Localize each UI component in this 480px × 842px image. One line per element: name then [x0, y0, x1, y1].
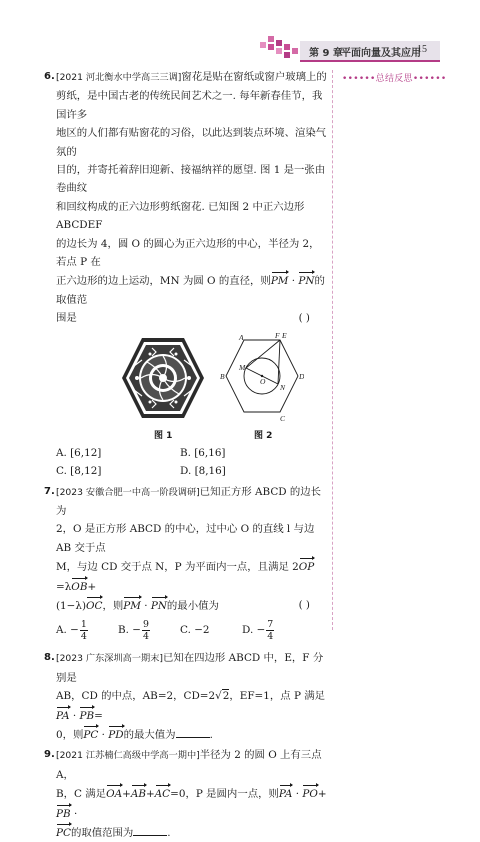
question-6-choices — [44, 444, 328, 481]
question-number: 7. — [44, 485, 55, 497]
page-header — [0, 0, 480, 60]
answer-bracket: ( ) — [298, 312, 310, 325]
label-M: M — [239, 362, 246, 372]
label-D: D — [299, 371, 304, 381]
label-O: O — [260, 376, 266, 386]
label-F: F — [275, 331, 280, 340]
question-source: [2023 广东深圳高一期末] — [56, 653, 163, 665]
answer-blank[interactable] — [133, 824, 167, 836]
question-source: [2021 河北衡水中学高三三调] — [56, 72, 182, 83]
choice-a[interactable]: A. [6,12] — [56, 446, 102, 459]
figures — [56, 332, 328, 444]
header-decoration — [258, 34, 298, 58]
question-6: 6. [2021 河北衡水中学高三三调]窗花是贴在窗纸或窗户玻璃上的 剪纸，是中国古老的传统民间艺术之一. 每年新春佳节，我国许多 地区的人们都有贴窗花的习俗，以此达到装点环境、渲染气氛的 目的，并寄托着辞旧迎新、接福纳祥的愿望. 图 1 是一张由卷曲纹 和回纹构成的正六边形剪纸窗花. 已知图 2 中正六边形 ABCDEF 的边长为 4，圆 O 的圆心为正六边形的中心，半径为 2，若点 P 在 正六边形的边上运动，MN 为圆 O 的直径，则PM · PN的取值范 围是 ( ) 图 1 A F E B D C O M N 图 2 — [44, 68, 328, 444]
question-number: 9. — [44, 749, 55, 761]
question-list — [44, 68, 328, 842]
choice-c[interactable]: C. [8,12] — [56, 465, 102, 478]
label-N: N — [280, 382, 286, 392]
answer-blank[interactable] — [176, 726, 210, 738]
label-A: A — [239, 332, 244, 342]
label-E: E — [282, 331, 287, 340]
question-number: 8. — [44, 652, 55, 664]
question-source: [2021 江苏楠仁高级中学高一期中] — [56, 750, 200, 762]
label-B: B — [220, 371, 225, 381]
chapter-label: 第 9 章 — [309, 48, 343, 59]
answer-bracket: ( ) — [298, 598, 310, 611]
question-9: 9. [2021 江苏楠仁高级中学高一期中]半径为 2 的圆 O 上有三点 A， B，C 满足OA+AB+AC=0，P 是圆内一点，则PA · PO+PB · PC的取值范围为 . — [44, 746, 328, 842]
question-7: 7. [2023 安徽合肥一中高一阶段调研]已知正方形 ABCD 的边长为 2，O 是正方形 ABCD 的中心，过中心 O 的直线 l 与边 AB 交于点 M，与边 CD 交于点 N，P 为平面内一点，且满足 2OP=λOB+ (1−λ)OC，则PM · PN的最小值为 ( ) — [44, 483, 328, 616]
choice-d[interactable]: D. − $\frac{7}{4}$ — [242, 618, 274, 642]
question-number: 6. — [44, 71, 55, 82]
summary-reflection-label: ••••••总结反思•••••• — [342, 74, 447, 84]
choice-a[interactable]: A. − $\frac{1}{4}$ — [56, 618, 87, 642]
figure-2-caption: 图 2 — [254, 430, 273, 441]
question-7-choices — [44, 615, 328, 645]
papercut-window-flower — [122, 336, 204, 420]
chapter-title: 平面向量及其应用 — [341, 48, 421, 59]
choice-b[interactable]: B. − $\frac{9}{4}$ — [118, 618, 149, 642]
hexagon-circle-diagram — [220, 332, 304, 426]
margin-divider — [332, 70, 333, 630]
label-C: C — [280, 413, 286, 423]
question-source: [2023 安徽合肥一中高一阶段调研] — [56, 486, 200, 498]
choice-b[interactable]: B. [6,16] — [180, 446, 226, 459]
choice-d[interactable]: D. [8,16] — [180, 465, 226, 478]
page-number: 15 — [417, 44, 427, 55]
choice-c[interactable]: C. −2 — [180, 624, 210, 637]
question-8: 8. [2023 广东深圳高一期末]已知在四边形 ABCD 中，E，F 分别是 AB，CD 的中点，AB=2，CD=2√2，EF=1，点 P 满足PA · PB= 0，则PC · PD的最大值为 . — [44, 649, 328, 744]
figure-1-caption: 图 1 — [154, 430, 173, 441]
